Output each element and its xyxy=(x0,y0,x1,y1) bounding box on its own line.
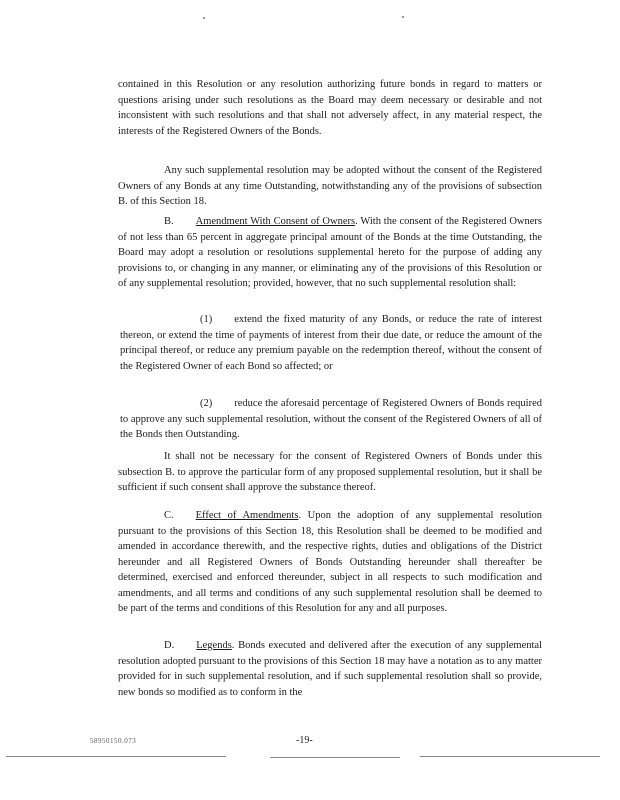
section-b-paragraph xyxy=(118,214,542,292)
consent-paragraph: It shall not be necessary for the consent of Registered Owners of Bonds under this subsection B. to approve the particular form of any proposed supplemental resolution, but it shall be sufficient if such consent shall approve the substance thereof. xyxy=(118,451,542,493)
list-item-2-text: reduce the aforesaid percentage of Registered Owners of Bonds required to approve any such supplemental resolution, without the consent of the Registered Owners of all of the Bonds then Outstanding. xyxy=(120,398,542,440)
list-item-1-text: extend the fixed maturity of any Bonds, or reduce the rate of interest thereon, or extend the time of payments of interest from their due date, or reduce the amount of the principal thereof, or reduce any premium payable on the redemption thereof, without the consent of the Registered Owner of each Bond so affected; or xyxy=(120,314,542,372)
scan-edge-line xyxy=(6,756,226,757)
document-code: 58950150.073 xyxy=(90,737,137,745)
section-b-heading: Amendment With Consent of Owners xyxy=(195,216,356,227)
scan-speck xyxy=(402,16,404,18)
list-item-2-number: (2) xyxy=(200,398,213,409)
section-c-heading: Effect of Amendments xyxy=(195,510,299,521)
page-number: -19- xyxy=(296,735,313,746)
list-item-2 xyxy=(120,396,542,443)
scan-edge-line xyxy=(420,756,600,757)
section-c-letter: C. xyxy=(164,510,174,521)
continuation-paragraph: contained in this Resolution or any resolution authorizing future bonds in regard to matters or questions arising under such resolutions as the Board may deem necessary or desirable and not inconsistent with such resolutions and that shall not adversely affect, in any material respect, the interests of the Registered Owners of the Bonds. xyxy=(118,79,542,137)
section-b-letter: B. xyxy=(164,216,174,227)
section-d-letter: D. xyxy=(164,640,175,651)
scan-speck xyxy=(203,17,205,19)
list-item-1-number: (1) xyxy=(200,314,213,325)
section-d-paragraph xyxy=(118,638,542,700)
section-d-body: . Bonds executed and delivered after the execution of any supplemental resolution adopted pursuant to the provisions of this Section 18 may have a notation as to any matter provided for in such supplemental resolution, and if such supplemental resolution shall so provide, new bonds so modified as to conform in the xyxy=(118,640,542,698)
section-b-body: . With the consent of the Registered Owners of not less than 65 percent in aggregate principal amount of the Bonds at the time Outstanding, the Board may adopt a resolution or resolutions supplemental hereto for the purpose of adding any provisions to, or changing in any manner, or eliminating any of the provisions of this Resolution or of any supplemental resolution; provided, however, that no such supplemental resolution shall: xyxy=(118,216,543,289)
supplemental-adoption-paragraph: Any such supplemental resolution may be adopted without the consent of the Registered Owners of any Bonds at any time Outstanding, notwithstanding any of the provisions of subsection B. of this Section 18. xyxy=(118,165,542,207)
list-item-1 xyxy=(120,312,542,374)
section-d-heading: Legends xyxy=(196,640,232,651)
section-c-paragraph xyxy=(118,508,542,617)
section-c-body: . Upon the adoption of any supplemental resolution pursuant to the provisions of this Section 18, this Resolution shall be deemed to be modified and amended in accordance therewith, and the respective rights, duties and obligations of the District hereunder and all Registered Owners of Bonds Outstanding hereunder shall thereafter be determined, exercised and enforced thereunder, subject in all respects to such modification and amendments, and all terms and conditions of any such supplemental resolution shall be deemed to be part of the terms and conditions of this Resolution for any and all purposes. xyxy=(118,510,542,614)
scan-edge-line xyxy=(270,757,400,758)
